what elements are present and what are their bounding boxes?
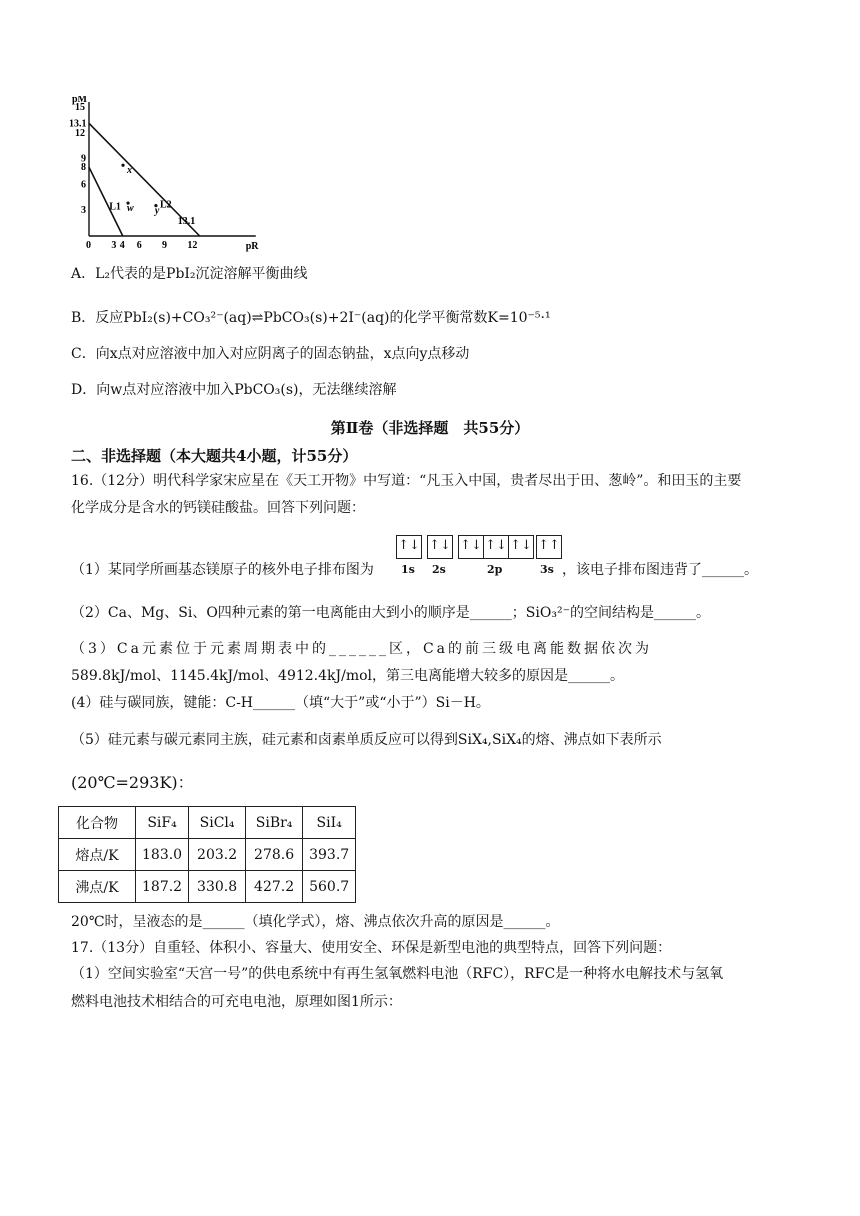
orbital-2p-3: ↑↓: [508, 535, 534, 559]
chart-ticks: [69, 102, 197, 251]
q16-intro-2: 化学成分是含水的钙镁硅酸盐。回答下列问题：: [71, 500, 365, 516]
orbital-3s: ↑↑: [536, 535, 562, 559]
y-tick-label: 13.1: [69, 118, 87, 130]
q16-p1-before: （1）某同学所画基态镁原子的核外电子排布图为: [71, 562, 374, 578]
q16-p4: (4）硅与碳同族，键能：C-H______（填“大于”或“小于”）Si－H。: [71, 695, 490, 711]
q16-p5-after: 20℃时，呈液态的是______（填化学式），熔、沸点依次升高的原因是______。: [71, 914, 560, 930]
table-header-row: [59, 807, 356, 839]
y-tick-label: 6: [81, 179, 86, 191]
x-tick-label: 12: [187, 240, 198, 251]
table-cell: 427.2: [246, 871, 303, 903]
x-tick-label: 0: [86, 240, 91, 251]
table-header-cell: SiCl₄: [189, 807, 246, 839]
q16-p5-line2: (20℃=293K)：: [71, 773, 194, 792]
x-tick-label: 3: [111, 240, 117, 251]
table-cell: 沸点/K: [59, 871, 136, 903]
annotation-x: x: [127, 165, 133, 177]
table-header-cell: SiBr₄: [246, 807, 303, 839]
option-a: A．L₂代表的是PbI₂沉淀溶解平衡曲线: [71, 266, 308, 282]
q17-intro: 17.（13分）自重轻、体积小、容量大、使用安全、环保是新型电池的典型特点，回答下列问题：: [71, 940, 672, 956]
y-tick-label: 3: [81, 205, 86, 217]
y-tick-label: 8: [81, 162, 86, 174]
q16-intro-1: 16.（12分）明代科学家宋应星在《天工开物》中写道：“凡玉入中国，贵者尽出于田、葱岭”。和田玉的主要: [71, 473, 742, 489]
q16-p3-line2: 589.8kJ/mol、1145.4kJ/mol、4912.4kJ/mol，第三电离能增大较多的原因是______。: [71, 668, 625, 684]
annotation-l1: L1: [109, 201, 121, 213]
orbital-2p-1: ↑↓: [458, 535, 484, 559]
annotation-l2: L2: [159, 199, 172, 211]
q16-p3-line1: （3）Ca元素位于元素周期表中的______区，Ca的前三级电离能数据依次为: [71, 641, 653, 657]
table-header-cell: 化合物: [59, 807, 136, 839]
chart-annotations: [109, 164, 195, 227]
table-cell: 203.2: [189, 839, 246, 871]
table-header-cell: SiI₄: [303, 807, 356, 839]
annotation-y: y: [154, 205, 160, 217]
x-axis-label: pR: [245, 241, 259, 252]
option-d: D．向w点对应溶液中加入PbCO₃(s)，无法继续溶解: [71, 382, 397, 398]
q16-p2: （2）Ca、Mg、Si、O四种元素的第一电离能由大到小的顺序是______；SiO₃²⁻的空间结构是______。: [71, 605, 710, 621]
x-tick-label: 9: [162, 240, 168, 251]
point-x: [121, 164, 124, 167]
q16-p5-line1: （5）硅元素与碳元素同主族，硅元素和卤素单质反应可以得到SiX₄,SiX₄的熔、沸点如下表所示: [71, 732, 662, 748]
part-title: 二、非选择题（本大题共4小题，计55分）: [71, 447, 358, 465]
table-cell: 熔点/K: [59, 839, 136, 871]
table-cell: 187.2: [136, 871, 189, 903]
y-axis-label: pM: [72, 96, 87, 105]
q17-p1-line2: 燃料电池技术相结合的可充电电池，原理如图1所示：: [71, 994, 402, 1010]
orbital-label-2p: 2p: [487, 563, 503, 576]
orbital-2p-2: ↑↓: [483, 535, 509, 559]
table-cell: 278.6: [246, 839, 303, 871]
y-tick-label: 9: [81, 153, 86, 165]
q17-p1-line1: （1）空间实验室“天宫一号”的供电系统中有再生氢氧燃料电池（RFC），RFC是一种将水电解技术与氢氧: [71, 966, 724, 982]
table-cell: 393.7: [303, 839, 356, 871]
orbital-label-1s: 1s: [401, 563, 415, 576]
x-tick-label: 4: [119, 240, 125, 251]
table-cell: 330.8: [189, 871, 246, 903]
table-cell: 183.0: [136, 839, 189, 871]
y-tick-label: 12: [75, 127, 85, 139]
chart-axes: [72, 96, 259, 252]
orbital-label-3s: 3s: [540, 563, 554, 576]
siX4-table: [58, 806, 356, 903]
table-header-cell: SiF₄: [136, 807, 189, 839]
table-row: [59, 839, 356, 871]
q16-p1-after: ，该电子排布图违背了______。: [562, 562, 758, 578]
table-cell: 560.7: [303, 871, 356, 903]
solubility-chart: [66, 96, 266, 256]
x-tick-label: 6: [136, 240, 142, 251]
option-c: C．向x点对应溶液中加入对应阴离子的固态钠盐，x点向y点移动: [71, 346, 470, 362]
orbital-2s: ↑↓: [427, 535, 453, 559]
option-b: B．反应PbI₂(s)+CO₃²⁻(aq)⇌PbCO₃(s)+2I⁻(aq)的化学平衡常数K=10⁻⁵·¹: [71, 310, 551, 326]
section-title: 第Ⅱ卷（非选择题 共55分）: [330, 419, 530, 437]
y-tick-label: 15: [75, 102, 85, 113]
orbital-label-2s: 2s: [432, 563, 446, 576]
annotation-w: w: [127, 203, 134, 215]
annotation-13-1: 13.1: [177, 215, 196, 227]
table-row: [59, 871, 356, 903]
orbital-1s: ↑↓: [396, 535, 422, 559]
